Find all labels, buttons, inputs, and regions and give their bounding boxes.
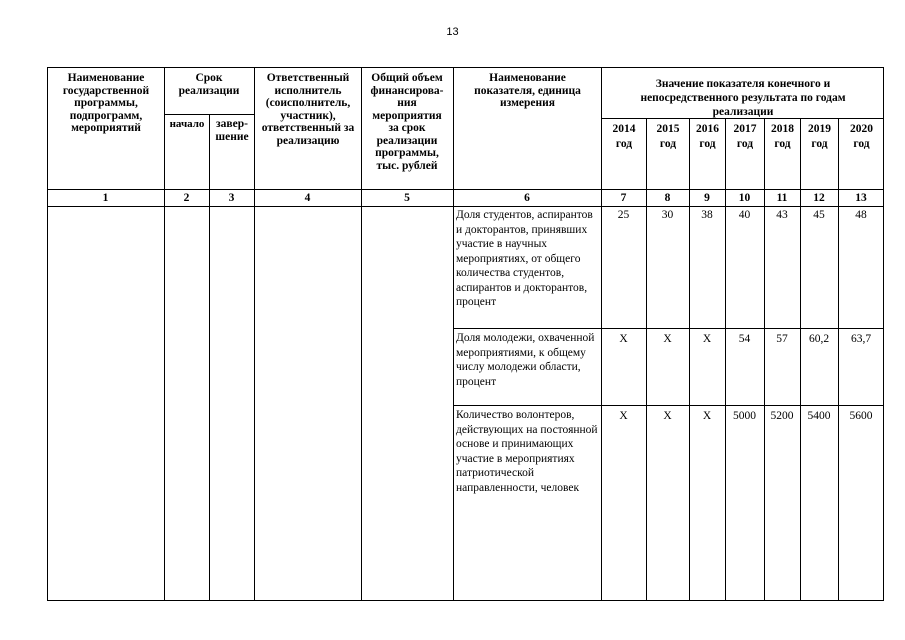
header-term-start: начало — [169, 118, 205, 130]
year-unit: год — [659, 138, 677, 150]
value-cell: 57 — [776, 333, 788, 345]
page-number: 13 — [446, 26, 459, 38]
header-year-2019 — [801, 122, 838, 152]
value-cell: 5000 — [733, 410, 756, 422]
year-label: 2020 — [850, 123, 873, 135]
header-year-2016 — [690, 122, 725, 152]
value-cell: 25 — [617, 209, 630, 221]
header-indicator: Наименование показателя, единица измерения — [474, 72, 581, 109]
header-executor: Ответственный исполнитель (соисполнитель, участник), ответственный за реализацию — [261, 72, 355, 147]
year-unit: год — [853, 138, 870, 150]
year-label: 2015 — [656, 123, 680, 135]
header-year-2018 — [765, 122, 800, 152]
header-year-2020 — [839, 122, 884, 152]
value-cell: Х — [663, 410, 672, 422]
header-year-2014 — [602, 122, 646, 152]
value-cell: 5400 — [807, 410, 831, 422]
header-financing: Общий объем финансирова-ния мероприятия за срок реализации программы, тыс. рублей — [370, 72, 444, 172]
year-label: 2017 — [733, 123, 757, 135]
value-cell: 5600 — [849, 410, 873, 422]
column-number: 8 — [664, 192, 671, 204]
column-number: 1 — [102, 192, 109, 204]
indicator-cell: Доля молодежи, охваченной мероприятиями, к общему числу молодежи области, процент — [456, 332, 595, 388]
value-cell: Х — [702, 333, 712, 345]
column-number: 13 — [855, 192, 867, 204]
header-year-2015 — [647, 122, 689, 152]
column-number: 11 — [776, 192, 788, 204]
value-cell: 45 — [813, 209, 825, 221]
year-unit: год — [615, 138, 633, 150]
column-number: 9 — [704, 192, 710, 204]
year-unit: год — [699, 138, 716, 150]
value-cell: Х — [702, 410, 712, 422]
value-cell: 43 — [776, 209, 788, 221]
value-cell: Х — [663, 333, 672, 345]
year-label: 2014 — [612, 123, 636, 135]
value-cell: 5200 — [770, 410, 794, 422]
value-cell: 54 — [738, 333, 751, 345]
value-cell: 48 — [855, 209, 867, 221]
year-label: 2019 — [808, 123, 831, 135]
indicator-cell: Количество волонтеров, действующих на постоянной основе и принимающих участие в мероприятиях патриотической направленности, человек — [456, 409, 598, 494]
column-number: 7 — [620, 192, 627, 204]
header-term: Срок реализации — [178, 72, 240, 97]
year-unit: год — [774, 138, 791, 150]
header-year-2017 — [726, 122, 764, 152]
year-label: 2018 — [771, 123, 794, 135]
header-program: Наименование государственной программы, подпрограмм, мероприятий — [62, 72, 150, 134]
column-number: 12 — [813, 192, 825, 204]
column-number: 6 — [524, 192, 530, 204]
year-unit: год — [811, 138, 828, 150]
column-number: 2 — [183, 192, 190, 204]
indicator-cell: Доля студентов, аспирантов и докторантов, принявших участие в научных мероприятиях, от общего количества студентов, аспирантов и докторантов, процент — [456, 209, 593, 308]
value-cell: Х — [619, 333, 628, 345]
value-cell: 63,7 — [850, 333, 872, 345]
value-cell: 40 — [738, 209, 751, 221]
column-number: 3 — [228, 192, 235, 204]
column-number: 10 — [738, 192, 751, 204]
value-cell: 38 — [701, 209, 713, 221]
value-cell: 30 — [661, 209, 674, 221]
year-unit: год — [736, 138, 754, 150]
header-term-end: завер-шение — [215, 118, 249, 143]
column-number: 5 — [404, 192, 410, 204]
header-values-group: Значение показателя конечного и непосредственного результата по годам реализации — [640, 78, 846, 118]
value-cell: 60,2 — [808, 333, 830, 345]
column-number: 4 — [304, 192, 311, 204]
year-label: 2016 — [696, 123, 719, 135]
value-cell: Х — [619, 410, 628, 422]
